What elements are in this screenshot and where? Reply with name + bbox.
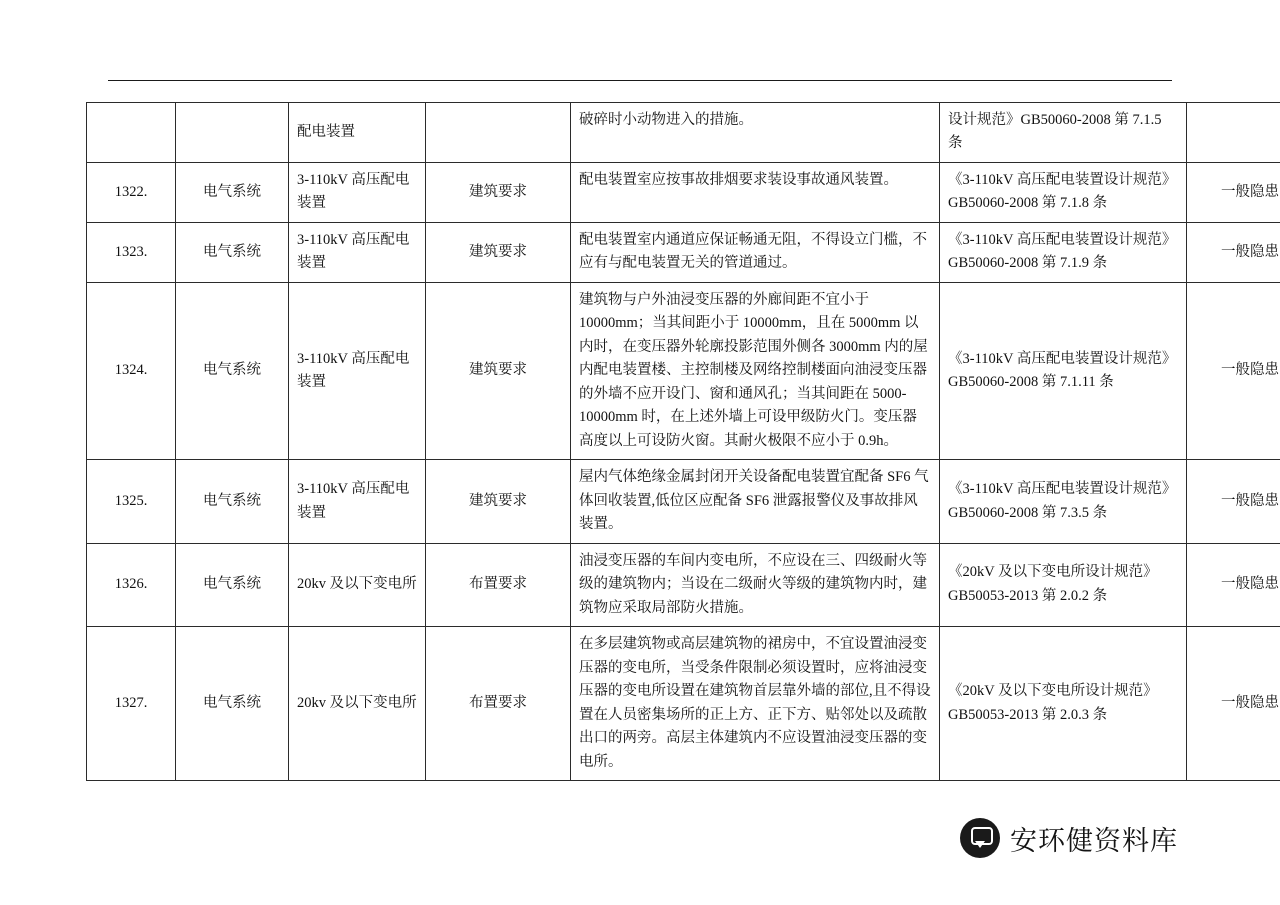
header-rule bbox=[108, 80, 1172, 81]
cell-system bbox=[176, 103, 289, 163]
cell-description: 配电装置室内通道应保证畅通无阻，不得设立门槛，不应有与配电装置无关的管道通过。 bbox=[571, 222, 940, 282]
cell-id: 1324. bbox=[87, 282, 176, 459]
cell-device: 配电装置 bbox=[289, 103, 426, 163]
watermark bbox=[960, 818, 1178, 858]
cell-requirement bbox=[426, 103, 571, 163]
cell-description: 破碎时小动物进入的措施。 bbox=[571, 103, 940, 163]
cell-id: 1323. bbox=[87, 222, 176, 282]
table-row bbox=[87, 282, 1280, 459]
table-row bbox=[87, 543, 1280, 626]
cell-requirement: 布置要求 bbox=[426, 543, 571, 626]
cell-description: 屋内气体绝缘金属封闭开关设备配电装置宜配备 SF6 气体回收装置,低位区应配备 SF6 泄露报警仪及事故排风装置。 bbox=[571, 460, 940, 543]
cell-level: 一般隐患 bbox=[1187, 627, 1280, 781]
cell-description: 配电装置室应按事故排烟要求装设事故通风装置。 bbox=[571, 162, 940, 222]
cell-id bbox=[87, 103, 176, 163]
table-row bbox=[87, 627, 1280, 781]
cell-device: 3-110kV 高压配电装置 bbox=[289, 282, 426, 459]
wechat-official-account-icon bbox=[960, 818, 1000, 858]
cell-standard: 设计规范》GB50060-2008 第 7.1.5 条 bbox=[940, 103, 1187, 163]
cell-id: 1327. bbox=[87, 627, 176, 781]
cell-standard: 《3-110kV 高压配电装置设计规范》GB50060-2008 第 7.1.8 条 bbox=[940, 162, 1187, 222]
table-row bbox=[87, 222, 1280, 282]
cell-description: 建筑物与户外油浸变压器的外廊间距不宜小于 10000mm；当其间距小于 10000mm，且在 5000mm 以内时，在变压器外轮廓投影范围外侧各 3000mm 内的屋内配电装置楼、主控制楼及网络控制楼面向油浸变压器的外墙不应开设门、窗和通风孔；当其间距在 5000-10000mm 时，在上述外墙上可设甲级防火门。变压器高度以上可设防火窗。其耐火极限不应小于 0.9h。 bbox=[571, 282, 940, 459]
cell-system: 电气系统 bbox=[176, 543, 289, 626]
cell-description: 在多层建筑物或高层建筑物的裙房中，不宜设置油浸变压器的变电所，当受条件限制必须设置时，应将油浸变压器的变电所设置在建筑物首层靠外墙的部位,且不得设置在人员密集场所的正上方、正下方、贴邻处以及疏散出口的两旁。高层主体建筑内不应设置油浸变压器的变电所。 bbox=[571, 627, 940, 781]
cell-level: 一般隐患 bbox=[1187, 222, 1280, 282]
cell-id: 1322. bbox=[87, 162, 176, 222]
cell-requirement: 建筑要求 bbox=[426, 222, 571, 282]
cell-level bbox=[1187, 103, 1280, 163]
cell-device: 3-110kV 高压配电装置 bbox=[289, 222, 426, 282]
cell-requirement: 建筑要求 bbox=[426, 460, 571, 543]
cell-device: 3-110kV 高压配电装置 bbox=[289, 460, 426, 543]
cell-system: 电气系统 bbox=[176, 627, 289, 781]
cell-level: 一般隐患 bbox=[1187, 282, 1280, 459]
cell-description: 油浸变压器的车间内变电所，不应设在三、四级耐火等级的建筑物内；当设在二级耐火等级的建筑物内时，建筑物应采取局部防火措施。 bbox=[571, 543, 940, 626]
cell-device: 20kv 及以下变电所 bbox=[289, 627, 426, 781]
cell-standard: 《3-110kV 高压配电装置设计规范》GB50060-2008 第 7.1.11 条 bbox=[940, 282, 1187, 459]
cell-device: 20kv 及以下变电所 bbox=[289, 543, 426, 626]
cell-system: 电气系统 bbox=[176, 460, 289, 543]
cell-standard: 《3-110kV 高压配电装置设计规范》GB50060-2008 第 7.3.5 条 bbox=[940, 460, 1187, 543]
cell-id: 1325. bbox=[87, 460, 176, 543]
cell-requirement: 布置要求 bbox=[426, 627, 571, 781]
table-row bbox=[87, 460, 1280, 543]
hazard-checklist-table bbox=[86, 102, 1280, 781]
cell-level: 一般隐患 bbox=[1187, 162, 1280, 222]
cell-level: 一般隐患 bbox=[1187, 543, 1280, 626]
cell-system: 电气系统 bbox=[176, 222, 289, 282]
cell-system: 电气系统 bbox=[176, 282, 289, 459]
cell-standard: 《20kV 及以下变电所设计规范》GB50053-2013 第 2.0.3 条 bbox=[940, 627, 1187, 781]
watermark-label: 安环健资料库 bbox=[1010, 825, 1178, 856]
cell-standard: 《20kV 及以下变电所设计规范》GB50053-2013 第 2.0.2 条 bbox=[940, 543, 1187, 626]
cell-standard: 《3-110kV 高压配电装置设计规范》GB50060-2008 第 7.1.9 条 bbox=[940, 222, 1187, 282]
cell-requirement: 建筑要求 bbox=[426, 162, 571, 222]
table-row bbox=[87, 162, 1280, 222]
cell-requirement: 建筑要求 bbox=[426, 282, 571, 459]
cell-device: 3-110kV 高压配电装置 bbox=[289, 162, 426, 222]
cell-id: 1326. bbox=[87, 543, 176, 626]
cell-system: 电气系统 bbox=[176, 162, 289, 222]
table-row bbox=[87, 103, 1280, 163]
cell-level: 一般隐患 bbox=[1187, 460, 1280, 543]
